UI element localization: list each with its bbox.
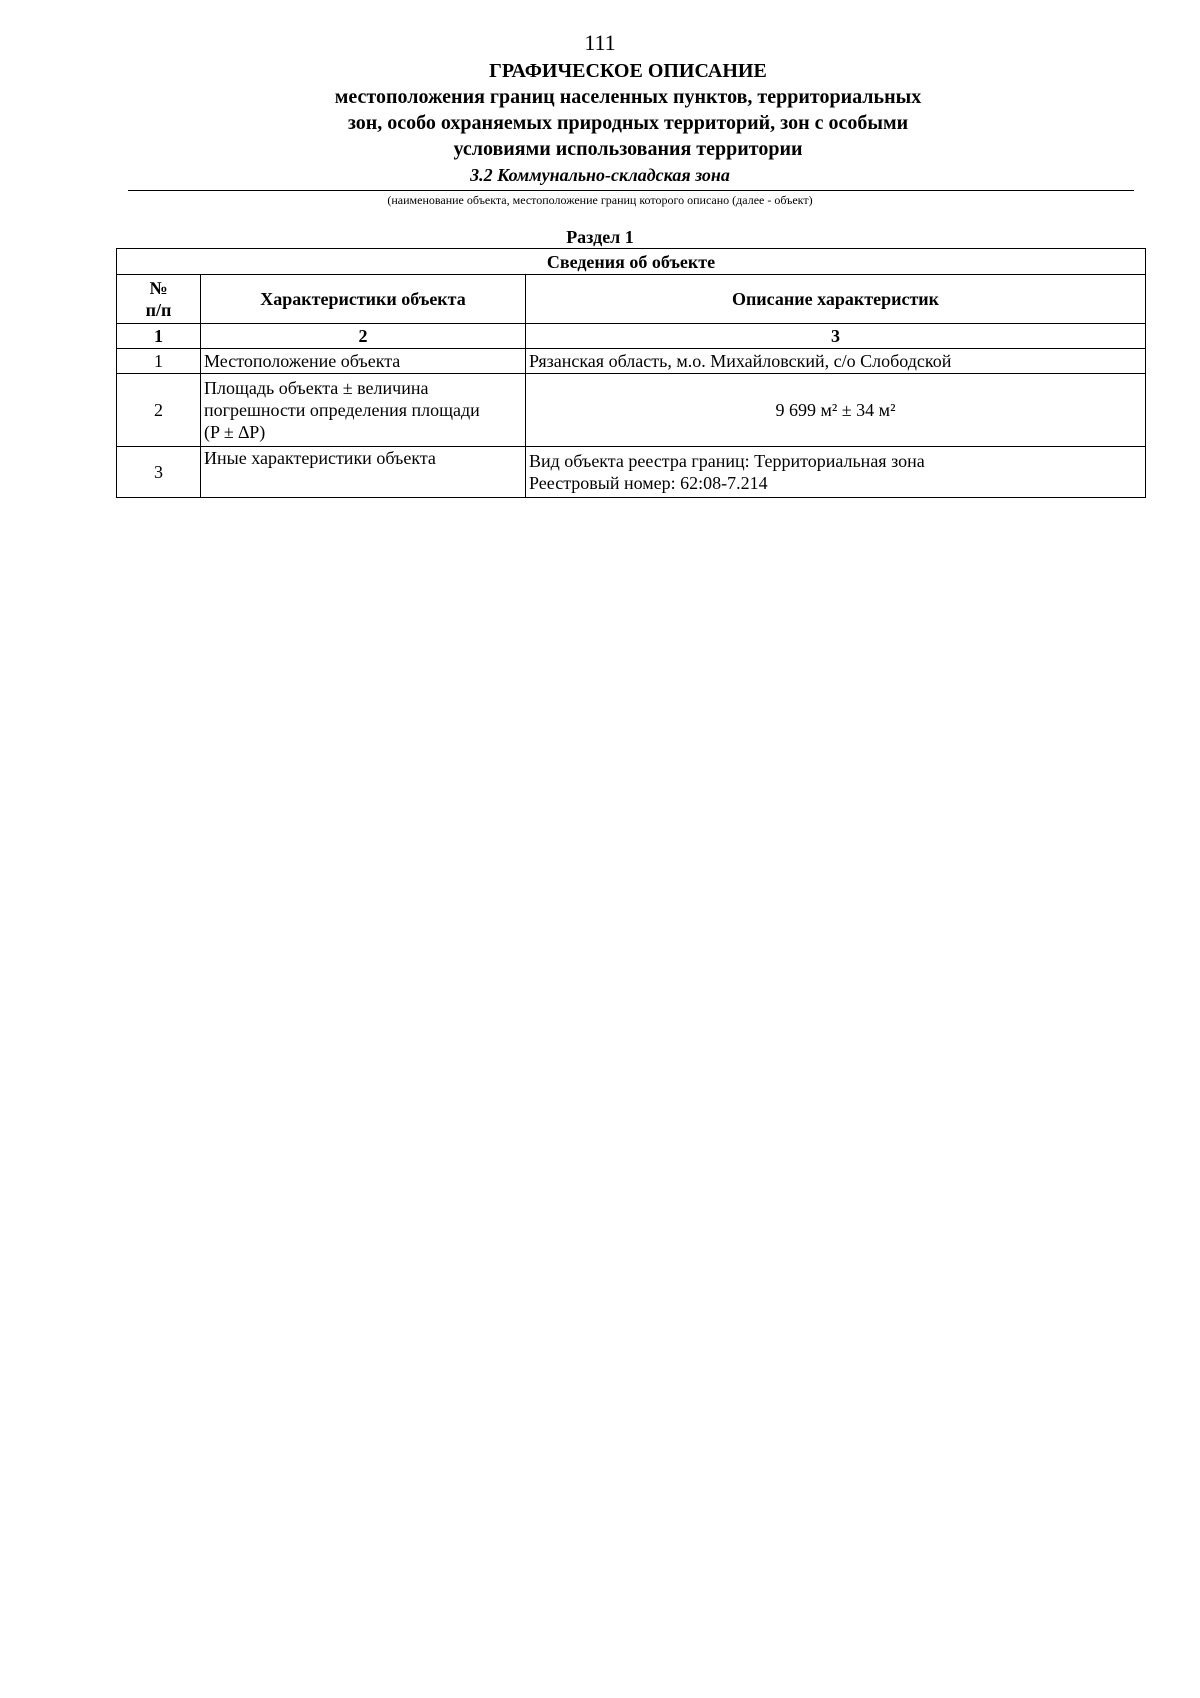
row-characteristic-line: Площадь объекта ± величина xyxy=(204,378,429,398)
document-title: ГРАФИЧЕСКОЕ ОПИСАНИЕ xyxy=(489,60,767,82)
header-description: Описание характеристик xyxy=(526,275,1146,324)
row-num: 1 xyxy=(117,349,201,374)
table-caption-row xyxy=(117,249,1146,275)
column-number: 1 xyxy=(117,324,201,349)
row-characteristic xyxy=(201,349,526,374)
row-characteristic-line: погрешности определения площади xyxy=(204,400,480,420)
header-num-line: № xyxy=(149,278,168,298)
object-name: 3.2 Коммунально-складская зона xyxy=(470,165,730,185)
document-subtitle-line: зон, особо охраняемых природных территорий, зон с особыми xyxy=(347,112,909,134)
row-num: 3 xyxy=(117,447,201,498)
row-characteristic xyxy=(201,374,526,447)
row-characteristic-line: (P ± ∆P) xyxy=(204,422,266,442)
row-description xyxy=(526,374,1146,447)
table-caption: Сведения об объекте xyxy=(117,249,1146,275)
row-description-line: Реестровый номер: 62:08-7.214 xyxy=(529,473,768,493)
table-header-row xyxy=(117,275,1146,324)
section-title: Раздел 1 xyxy=(566,227,634,247)
header-num xyxy=(117,275,201,324)
row-description-line: 9 699 м² ± 34 м² xyxy=(775,400,896,420)
header-num-line: п/п xyxy=(145,300,172,320)
object-caption: (наименование объекта, местоположение границ которого описано (далее - объект) xyxy=(387,193,813,207)
page-number: 111 xyxy=(584,30,616,55)
table-row xyxy=(117,374,1146,447)
row-characteristic-line: Местоположение объекта xyxy=(204,351,401,371)
object-name-underline xyxy=(128,190,1134,191)
document-subtitle-line: условиями использования территории xyxy=(453,138,803,160)
object-info-table xyxy=(116,248,1146,498)
row-characteristic xyxy=(201,447,526,498)
row-num: 2 xyxy=(117,374,201,447)
column-number: 2 xyxy=(201,324,526,349)
table-row xyxy=(117,349,1146,374)
row-description xyxy=(526,447,1146,498)
header-characteristic: Характеристики объекта xyxy=(201,275,526,324)
document-subtitle-line: местоположения границ населенных пунктов, территориальных xyxy=(334,86,922,108)
table-row xyxy=(117,447,1146,498)
row-description-line: Рязанская область, м.о. Михайловский, с/о Слободской xyxy=(529,351,952,371)
row-description xyxy=(526,349,1146,374)
row-description-line: Вид объекта реестра границ: Территориальная зона xyxy=(529,451,925,471)
row-characteristic-line: Иные характеристики объекта xyxy=(204,448,436,468)
column-number: 3 xyxy=(526,324,1146,349)
title-block xyxy=(128,58,1128,162)
table-column-numbers-row xyxy=(117,324,1146,349)
